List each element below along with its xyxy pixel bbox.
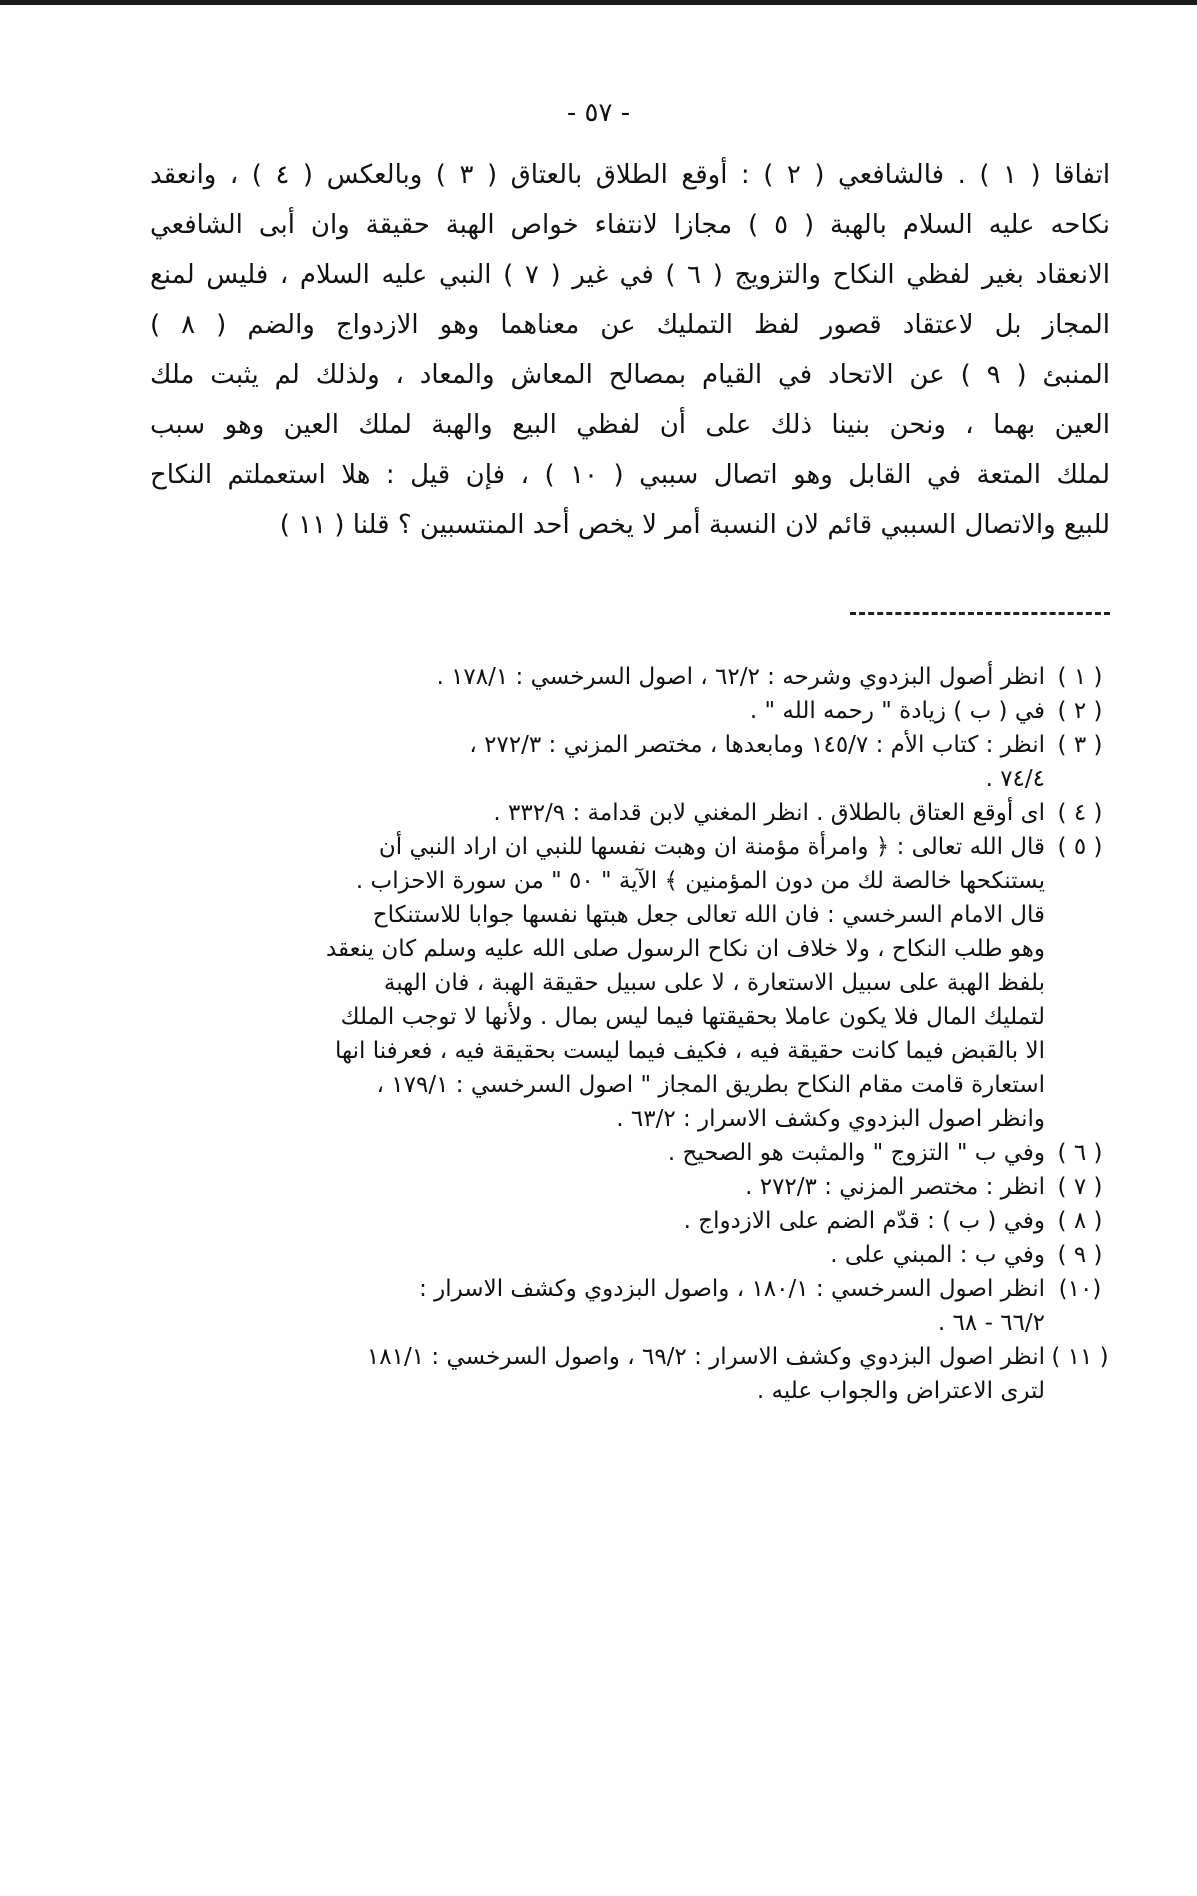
footnote-number: ( ٤ ) [1057, 800, 1103, 826]
footnote-line: لتمليك المال فلا يكون عاملا بحقيقتها فيما ليس بمال . ولأنها لا توجب الملك [340, 1004, 1045, 1030]
footnote-separator [850, 612, 1110, 615]
footnote [140, 830, 1115, 1136]
page-top-edge [0, 0, 1197, 5]
footnote-text [140, 1340, 1045, 1408]
main-text-line: لملك المتعة في القابل وهو اتصال سببي ( ١٠ ) ، فإن قيل : هلا استعملتم النكاح [150, 460, 1110, 490]
main-text-line: العين بهما ، ونحن بنينا ذلك على أن لفظي البيع والهبة لملك العين وهو سبب [150, 410, 1110, 440]
footnote-line: اى أوقع العتاق بالطلاق . انظر المغني لابن قدامة : ٣٣٢/٩ . [493, 800, 1045, 826]
footnote-number: (١٠) [1058, 1276, 1102, 1302]
footnote-text [140, 660, 1045, 694]
footnote-line: قال الله تعالى : ﴿ وامرأة مؤمنة ان وهبت نفسها للنبي ان اراد النبي أن [378, 834, 1045, 860]
footnote-text [140, 694, 1045, 728]
footnote-line: ٧٤/٤ . [985, 766, 1045, 792]
footnote [140, 1272, 1115, 1340]
footnote-number: ( ٨ ) [1057, 1208, 1103, 1234]
footnote [140, 796, 1115, 830]
main-text-line: المنبئ ( ٩ ) عن الاتحاد في القيام بمصالح المعاش والمعاد ، ولذلك لم يثبت ملك [150, 360, 1110, 390]
footnote-line: بلفظ الهبة على سبيل الاستعارة ، لا على سبيل حقيقة الهبة ، فان الهبة [383, 970, 1045, 996]
footnote-text [140, 1238, 1045, 1272]
footnote-line: قال الامام السرخسي : فان الله تعالى جعل هبتها نفسها جوابا للاستنكاح [372, 902, 1045, 928]
footnote [140, 1238, 1115, 1272]
footnote [140, 1340, 1115, 1408]
footnote-number: ( ٩ ) [1057, 1242, 1103, 1268]
footnote [140, 1204, 1115, 1238]
footnote-line: استعارة قامت مقام النكاح بطريق المجاز " اصول السرخسي : ١٧٩/١ ، [376, 1072, 1045, 1098]
footnotes [140, 660, 1115, 1408]
footnote-line: انظر : مختصر المزني : ٢٧٢/٣ . [745, 1174, 1045, 1200]
footnote-number: ( ٦ ) [1057, 1140, 1103, 1166]
footnote-text [140, 1272, 1045, 1340]
footnote-line: وفي ب : المبني على . [830, 1242, 1045, 1268]
footnote-number: ( ١١ ) [1051, 1344, 1109, 1370]
footnote [140, 728, 1115, 796]
footnote-number: ( ١ ) [1057, 664, 1103, 690]
footnote-number: ( ٧ ) [1057, 1174, 1103, 1200]
footnote-number: ( ٣ ) [1057, 732, 1103, 758]
footnote-line: انظر اصول البزدوي وكشف الاسرار : ٦٩/٢ ، واصول السرخسي : ١٨١/١ [366, 1344, 1045, 1370]
footnote-line: انظر أصول البزدوي وشرحه : ٦٢/٢ ، اصول السرخسي : ١٧٨/١ . [436, 664, 1045, 690]
footnote [140, 694, 1115, 728]
footnote-line: ٦٦/٢ - ٦٨ . [937, 1310, 1045, 1336]
footnote-line: انظر : كتاب الأم : ١٤٥/٧ ومابعدها ، مختصر المزني : ٢٧٢/٣ ، [469, 732, 1045, 758]
footnote-line: انظر اصول السرخسي : ١٨٠/١ ، واصول البزدوي وكشف الاسرار : [419, 1276, 1045, 1302]
footnote-text [140, 796, 1045, 830]
footnote-text [140, 830, 1045, 1136]
footnote-number: ( ٥ ) [1057, 834, 1103, 860]
footnote-number: ( ٢ ) [1057, 698, 1103, 724]
footnote-line: وانظر اصول البزدوي وكشف الاسرار : ٦٣/٢ . [616, 1106, 1045, 1132]
main-text-line: المجاز بل لاعتقاد قصور لفظ التمليك عن معناهما وهو الازدواج والضم ( ٨ ) [150, 310, 1110, 340]
footnote-line: في ( ب ) زيادة " رحمه الله " . [749, 698, 1045, 724]
main-text [150, 150, 1110, 550]
footnote-line: الا بالقبض فيما كانت حقيقة فيه ، فكيف فيما ليست بحقيقة فيه ، فعرفنا انها [334, 1038, 1045, 1064]
footnote-text [140, 1136, 1045, 1170]
main-text-line: للبيع والاتصال السببي قائم لان النسبة أمر لا يخص أحد المنتسبين ؟ قلنا ( ١١ ) [279, 510, 1110, 540]
footnote-line: وفي ب " التزوج " والمثبت هو الصحيح . [667, 1140, 1045, 1166]
footnote-line: يستنكحها خالصة لك من دون المؤمنين ﴾ الآية " ٥٠ " من سورة الاحزاب . [355, 868, 1045, 894]
footnote [140, 660, 1115, 694]
footnote-text [140, 1170, 1045, 1204]
footnote [140, 1136, 1115, 1170]
main-text-line: الانعقاد بغير لفظي النكاح والتزويج ( ٦ ) في غير ( ٧ ) النبي عليه السلام ، فليس لمنع [150, 260, 1110, 290]
footnote-line: وفي ( ب ) : قدّم الضم على الازدواج . [683, 1208, 1045, 1234]
page-number: - ٥٧ - [566, 98, 631, 128]
footnote-text [140, 728, 1045, 796]
main-text-line: نكاحه عليه السلام بالهبة ( ٥ ) مجازا لانتفاء خواص الهبة حقيقة وان أبى الشافعي [150, 210, 1110, 240]
main-text-line: اتفاقا ( ١ ) . فالشافعي ( ٢ ) : أوقع الطلاق بالعتاق ( ٣ ) وبالعكس ( ٤ ) ، وانعقد [150, 160, 1110, 190]
footnote-text [140, 1204, 1045, 1238]
footnote [140, 1170, 1115, 1204]
footnote-line: وهو طلب النكاح ، ولا خلاف ان نكاح الرسول صلى الله عليه وسلم كان ينعقد [325, 936, 1045, 962]
footnote-line: لترى الاعتراض والجواب عليه . [756, 1378, 1045, 1404]
main-paragraph [150, 150, 1110, 550]
